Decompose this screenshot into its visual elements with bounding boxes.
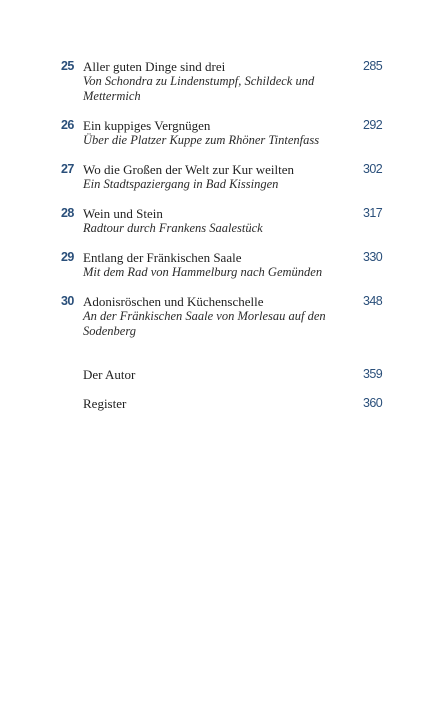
- chapter-titles: [83, 118, 345, 148]
- page-number: 348: [363, 294, 383, 308]
- chapter-number: 25: [61, 59, 74, 73]
- chapter-titles: [83, 162, 345, 192]
- chapter-subtitle: Über die Platzer Kuppe zum Rhöner Tintenfass: [83, 133, 320, 147]
- chapter-subtitle: An der Fränkischen Saale von Morlesau auf den Sodenberg: [83, 309, 326, 338]
- appendix-titles: [83, 367, 345, 382]
- appendix-title: Der Autor: [83, 367, 136, 382]
- chapter-titles: [83, 59, 345, 104]
- page-number: 317: [363, 206, 383, 220]
- chapter-number: 30: [61, 294, 74, 308]
- chapter-title: Adonisröschen und Küchenschelle: [83, 294, 264, 309]
- page-number: 292: [363, 118, 383, 132]
- chapter-titles: [83, 250, 345, 280]
- appendix-title: Register: [83, 396, 127, 411]
- chapter-subtitle: Mit dem Rad von Hammelburg nach Gemünden: [83, 265, 323, 279]
- chapter-titles: [83, 294, 345, 339]
- chapter-subtitle: Ein Stadtspaziergang in Bad Kissingen: [83, 177, 279, 191]
- chapter-title: Aller guten Dinge sind drei: [83, 59, 226, 74]
- appendix-titles: [83, 396, 345, 411]
- chapter-title: Wein und Stein: [83, 206, 163, 221]
- page-number: 285: [363, 59, 383, 73]
- chapter-number: 29: [61, 250, 74, 264]
- page-number: 360: [363, 396, 383, 410]
- chapter-titles: [83, 206, 345, 236]
- chapter-title: Entlang der Fränkischen Saale: [83, 250, 242, 265]
- chapter-title: Wo die Großen der Welt zur Kur weilten: [83, 162, 295, 177]
- page-number: 302: [363, 162, 383, 176]
- chapter-number: 26: [61, 118, 74, 132]
- page-number: 359: [363, 367, 383, 381]
- chapter-number: 28: [61, 206, 74, 220]
- chapter-subtitle: Von Schondra zu Lindenstumpf, Schildeck und Mettermich: [83, 74, 315, 103]
- chapter-subtitle: Radtour durch Frankens Saalestück: [83, 221, 263, 235]
- chapter-number: 27: [61, 162, 74, 176]
- chapter-title: Ein kuppiges Vergnügen: [83, 118, 211, 133]
- page-number: 330: [363, 250, 383, 264]
